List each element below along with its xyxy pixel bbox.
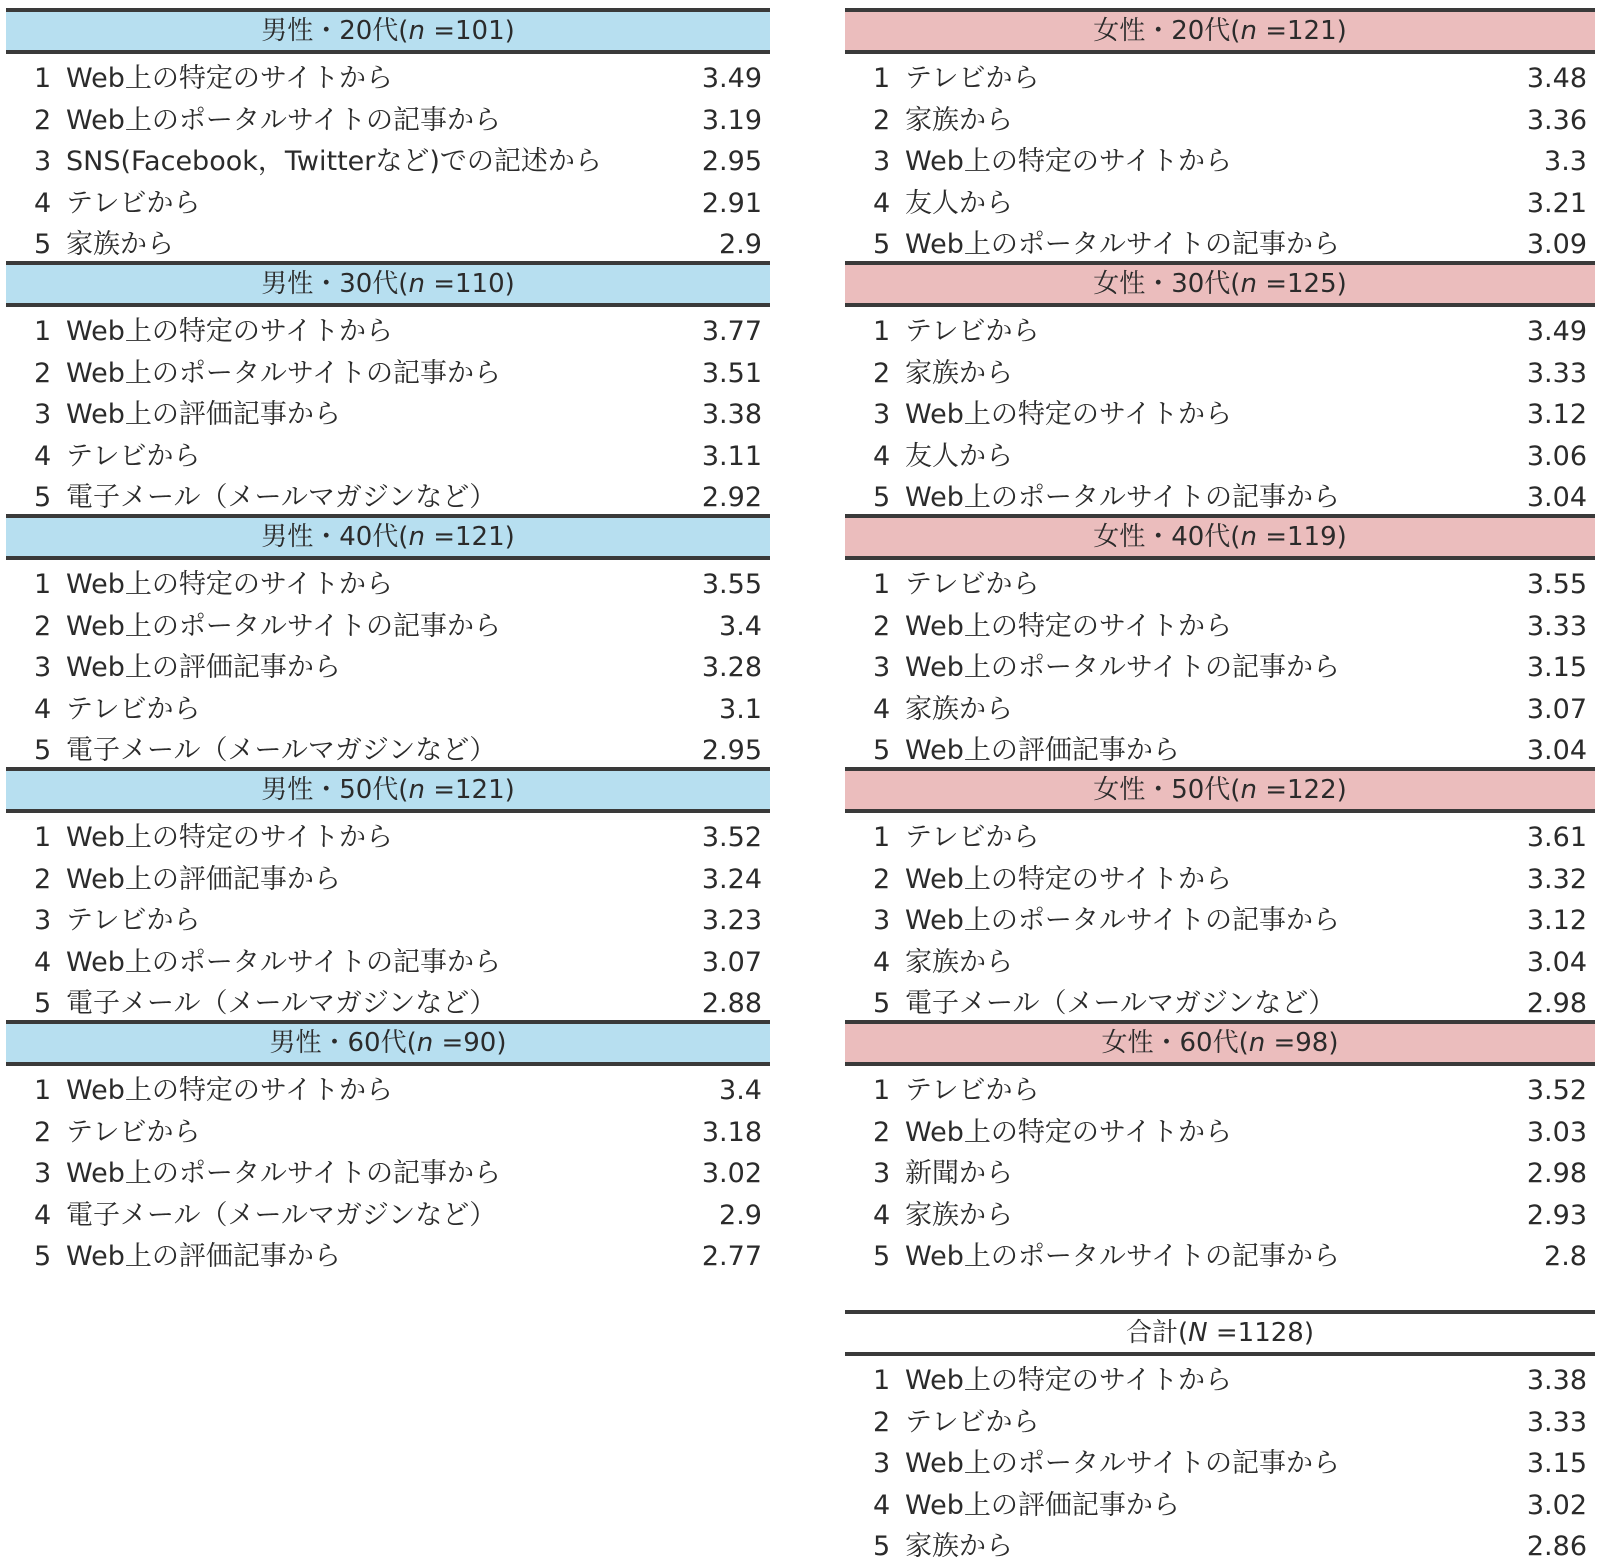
rank-number: 5 [873, 1531, 891, 1563]
table-row [845, 1485, 1595, 1527]
table-row [845, 224, 1595, 266]
table-row [845, 58, 1595, 100]
group-header [845, 1020, 1595, 1066]
group-rows [6, 560, 770, 772]
table-row [845, 1153, 1595, 1195]
rank-number: 1 [873, 569, 891, 600]
table-row [845, 1070, 1595, 1112]
rank-number: 2 [34, 357, 52, 389]
rank-number: 4 [34, 1199, 52, 1231]
row-label: SNS(Facebook，Twitterなど)での記述から [66, 146, 602, 178]
row-label: Web上の特定のサイトから [905, 1365, 1232, 1396]
rank-number: 2 [873, 1116, 891, 1148]
group-block [845, 514, 1595, 767]
table-row [845, 606, 1595, 648]
group-n-symbol: n [1240, 16, 1257, 46]
group-rows [6, 54, 770, 266]
group-rows [845, 307, 1595, 519]
table-row [845, 1402, 1595, 1444]
group-header [845, 514, 1595, 560]
row-label: 友人から [905, 187, 1013, 219]
rank-number: 2 [873, 863, 891, 895]
table-row [6, 141, 770, 183]
rank-number: 2 [34, 104, 52, 136]
rank-number: 4 [34, 440, 52, 472]
row-value: 3.32 [1526, 863, 1587, 895]
row-value: 2.77 [701, 1241, 762, 1273]
rank-number: 5 [34, 1241, 52, 1273]
group-n-value: =110) [424, 269, 515, 299]
row-label: 家族から [905, 357, 1013, 389]
rank-number: 3 [873, 399, 891, 431]
group-n-value: =122) [1256, 775, 1347, 805]
row-label: 電子メール（メールマガジンなど） [66, 988, 497, 1020]
group-rows [6, 307, 770, 519]
group-n-symbol: n [408, 775, 425, 805]
rank-number: 4 [34, 693, 52, 725]
row-label: 友人から [905, 440, 1013, 472]
rank-number: 5 [34, 229, 52, 261]
row-value: 3.12 [1526, 905, 1587, 937]
rank-number: 1 [873, 63, 891, 94]
group-header [6, 514, 770, 560]
group-n-value: =121) [424, 522, 515, 552]
group-n-value: =125) [1256, 269, 1347, 299]
total-header [845, 1310, 1595, 1356]
group-n-symbol: n [1240, 522, 1257, 552]
rank-number: 5 [34, 988, 52, 1020]
table-row [845, 311, 1595, 353]
row-label: Web上の評価記事から [66, 863, 341, 895]
table-row [6, 1153, 770, 1195]
group-header [6, 261, 770, 307]
row-label: テレビから [905, 1406, 1040, 1438]
row-value: 3.02 [701, 1158, 762, 1190]
total-n-value: =1128) [1207, 1318, 1314, 1348]
row-label: 電子メール（メールマガジンなど） [66, 482, 497, 514]
table-row [6, 100, 770, 142]
group-block [845, 8, 1595, 261]
rank-number: 3 [873, 652, 891, 684]
rank-number: 3 [34, 1158, 52, 1190]
row-value: 3.09 [1526, 229, 1587, 261]
row-value: 3.07 [1526, 693, 1587, 725]
row-label: Web上の特定のサイトから [66, 1075, 393, 1106]
row-label: Web上の評価記事から [905, 735, 1180, 767]
row-value: 3.38 [1526, 1365, 1587, 1396]
row-label: Web上のポータルサイトの記事から [905, 482, 1340, 514]
table-row [845, 436, 1595, 478]
group-n-symbol: n [1248, 1028, 1266, 1058]
rank-number: 4 [873, 693, 891, 725]
table-row [845, 1443, 1595, 1485]
group-header [6, 767, 770, 813]
row-label: Web上の特定のサイトから [905, 146, 1232, 178]
rank-number: 4 [873, 440, 891, 472]
group-title-prefix: 男性・60代( [269, 1028, 417, 1058]
group-title-prefix: 男性・50代( [261, 775, 409, 805]
rank-number: 3 [34, 399, 52, 431]
rank-number: 4 [873, 1199, 891, 1231]
female-column [845, 8, 1595, 1273]
row-value: 2.92 [701, 482, 762, 514]
table-row [6, 58, 770, 100]
table-row [845, 900, 1595, 942]
table-row [845, 100, 1595, 142]
row-value: 3.02 [1526, 1489, 1587, 1521]
row-value: 3.11 [701, 440, 762, 472]
table-row [845, 1195, 1595, 1237]
rank-number: 3 [34, 146, 52, 178]
row-label: Web上のポータルサイトの記事から [66, 357, 501, 389]
table-row [6, 1236, 770, 1278]
group-n-symbol: n [408, 269, 425, 299]
row-value: 3.4 [719, 1075, 762, 1106]
group-n-value: =98) [1265, 1028, 1339, 1058]
group-block [6, 261, 770, 514]
group-block [845, 1020, 1595, 1273]
table-row [845, 942, 1595, 984]
row-value: 3.33 [1526, 610, 1587, 642]
rank-number: 1 [873, 316, 891, 347]
row-value: 3.28 [701, 652, 762, 684]
row-value: 2.95 [701, 735, 762, 767]
row-value: 3.04 [1526, 482, 1587, 514]
group-title-prefix: 女性・50代( [1093, 775, 1241, 805]
rank-number: 5 [873, 735, 891, 767]
row-label: テレビから [905, 1075, 1040, 1106]
rank-number: 4 [34, 946, 52, 978]
table-row [6, 1112, 770, 1154]
row-label: テレビから [66, 440, 201, 472]
row-label: 家族から [66, 229, 174, 261]
total-rows [845, 1356, 1595, 1568]
row-label: 家族から [905, 104, 1013, 136]
group-n-symbol: n [408, 522, 425, 552]
table-row [845, 1360, 1595, 1402]
table-row [845, 141, 1595, 183]
total-n-symbol: N [1188, 1318, 1208, 1348]
row-value: 3.04 [1526, 735, 1587, 767]
row-value: 3.15 [1526, 652, 1587, 684]
table-row [6, 353, 770, 395]
group-header [6, 8, 770, 54]
group-title-prefix: 女性・60代( [1101, 1028, 1249, 1058]
table-row [6, 436, 770, 478]
row-value: 3.49 [701, 63, 762, 94]
table-row [845, 1526, 1595, 1568]
group-block [845, 261, 1595, 514]
group-n-value: =121) [424, 775, 515, 805]
group-header [6, 1020, 770, 1066]
rank-number: 1 [34, 63, 52, 94]
group-rows [6, 1066, 770, 1278]
row-label: Web上のポータルサイトの記事から [905, 905, 1340, 937]
table-row [6, 224, 770, 266]
row-label: テレビから [905, 316, 1040, 347]
rank-number: 2 [34, 610, 52, 642]
row-label: Web上の特定のサイトから [66, 316, 393, 347]
row-value: 3.36 [1526, 104, 1587, 136]
table-row [6, 394, 770, 436]
row-value: 3.52 [1526, 1075, 1587, 1106]
row-label: 家族から [905, 946, 1013, 978]
row-value: 3.33 [1526, 1406, 1587, 1438]
row-value: 3.19 [701, 104, 762, 136]
group-header [845, 8, 1595, 54]
row-value: 3.12 [1526, 399, 1587, 431]
row-label: Web上の評価記事から [66, 1241, 341, 1273]
rank-number: 4 [873, 1489, 891, 1521]
rank-number: 2 [34, 1116, 52, 1148]
row-label: Web上の特定のサイトから [905, 610, 1232, 642]
rank-number: 1 [34, 1075, 52, 1106]
table-row [845, 353, 1595, 395]
table-row [6, 564, 770, 606]
rank-number: 2 [34, 863, 52, 895]
rank-number: 5 [873, 482, 891, 514]
table-row [6, 900, 770, 942]
group-rows [845, 813, 1595, 1025]
row-label: Web上の特定のサイトから [66, 822, 393, 853]
group-rows [845, 560, 1595, 772]
total-block [845, 1310, 1595, 1568]
row-label: Web上の評価記事から [66, 399, 341, 431]
group-title-prefix: 男性・40代( [261, 522, 409, 552]
table-row [845, 564, 1595, 606]
group-header [845, 261, 1595, 307]
row-label: Web上の特定のサイトから [905, 399, 1232, 431]
row-value: 3.38 [701, 399, 762, 431]
row-value: 3.33 [1526, 357, 1587, 389]
row-label: Web上のポータルサイトの記事から [905, 1241, 1340, 1273]
row-label: 電子メール（メールマガジンなど） [66, 1199, 497, 1231]
table-row [6, 183, 770, 225]
row-label: 家族から [905, 1531, 1013, 1563]
row-value: 3.3 [1544, 146, 1587, 178]
row-label: テレビから [66, 693, 201, 725]
row-label: Web上の特定のサイトから [66, 63, 393, 94]
row-label: テレビから [905, 63, 1040, 94]
table-row [6, 689, 770, 731]
rank-number: 5 [873, 988, 891, 1020]
row-value: 2.9 [719, 1199, 762, 1231]
rank-number: 1 [34, 822, 52, 853]
row-value: 3.24 [701, 863, 762, 895]
row-value: 3.15 [1526, 1448, 1587, 1480]
group-rows [845, 54, 1595, 266]
table-row [845, 689, 1595, 731]
rank-number: 5 [873, 1241, 891, 1273]
group-n-symbol: n [1240, 269, 1257, 299]
row-value: 2.98 [1526, 988, 1587, 1020]
row-label: Web上の特定のサイトから [905, 1116, 1232, 1148]
row-value: 2.93 [1526, 1199, 1587, 1231]
row-label: Web上のポータルサイトの記事から [66, 946, 501, 978]
table-row [845, 859, 1595, 901]
row-label: 電子メール（メールマガジンなど） [905, 988, 1336, 1020]
table-row [6, 1195, 770, 1237]
group-block [6, 514, 770, 767]
rank-number: 2 [873, 1406, 891, 1438]
row-label: テレビから [66, 905, 201, 937]
row-value: 3.55 [1526, 569, 1587, 600]
table-row [845, 647, 1595, 689]
row-label: Web上のポータルサイトの記事から [905, 652, 1340, 684]
table-row [6, 859, 770, 901]
rank-number: 2 [873, 104, 891, 136]
rank-number: 3 [873, 146, 891, 178]
rank-number: 1 [34, 316, 52, 347]
row-label: Web上の評価記事から [905, 1489, 1180, 1521]
group-rows [6, 813, 770, 1025]
table-row [845, 1236, 1595, 1278]
total-title-prefix: 合計( [1126, 1318, 1189, 1348]
group-n-value: =90) [433, 1028, 507, 1058]
row-label: テレビから [66, 187, 201, 219]
row-label: Web上の特定のサイトから [905, 863, 1232, 895]
row-label: Web上の特定のサイトから [66, 569, 393, 600]
rank-number: 4 [34, 187, 52, 219]
table-row [845, 394, 1595, 436]
row-value: 3.03 [1526, 1116, 1587, 1148]
row-value: 3.61 [1526, 822, 1587, 853]
table-row [6, 730, 770, 772]
table-row [845, 983, 1595, 1025]
row-label: 家族から [905, 693, 1013, 725]
group-block [6, 1020, 770, 1273]
table-row [6, 1070, 770, 1112]
rank-number: 5 [34, 482, 52, 514]
table-row [6, 983, 770, 1025]
row-label: Web上のポータルサイトの記事から [66, 1158, 501, 1190]
rank-number: 5 [34, 735, 52, 767]
group-block [6, 767, 770, 1020]
rank-number: 3 [34, 652, 52, 684]
table-row [6, 942, 770, 984]
rank-number: 1 [34, 569, 52, 600]
rank-number: 1 [873, 1365, 891, 1396]
group-n-value: =119) [1256, 522, 1347, 552]
group-title-prefix: 女性・30代( [1093, 269, 1241, 299]
group-rows [845, 1066, 1595, 1278]
table-row [6, 606, 770, 648]
row-value: 2.91 [701, 187, 762, 219]
rank-number: 4 [873, 946, 891, 978]
rank-number: 4 [873, 187, 891, 219]
rank-number: 3 [873, 905, 891, 937]
table-row [845, 183, 1595, 225]
rank-number: 3 [873, 1158, 891, 1190]
rank-number: 3 [873, 1448, 891, 1480]
rank-number: 3 [34, 905, 52, 937]
group-title-prefix: 女性・40代( [1093, 522, 1241, 552]
group-n-value: =101) [424, 16, 515, 46]
group-title-prefix: 女性・20代( [1093, 16, 1241, 46]
row-value: 3.55 [701, 569, 762, 600]
rank-number: 2 [873, 357, 891, 389]
rank-number: 1 [873, 1075, 891, 1106]
group-title-prefix: 男性・20代( [261, 16, 409, 46]
row-value: 3.51 [701, 357, 762, 389]
table-row [845, 817, 1595, 859]
group-n-symbol: n [1240, 775, 1257, 805]
row-label: テレビから [66, 1116, 201, 1148]
row-value: 3.48 [1526, 63, 1587, 94]
row-value: 3.04 [1526, 946, 1587, 978]
row-value: 2.95 [701, 146, 762, 178]
male-column [6, 8, 770, 1273]
group-n-symbol: n [408, 16, 425, 46]
row-value: 3.21 [1526, 187, 1587, 219]
table-row [845, 730, 1595, 772]
row-label: Web上のポータルサイトの記事から [66, 104, 501, 136]
row-value: 3.52 [701, 822, 762, 853]
row-value: 3.06 [1526, 440, 1587, 472]
row-label: テレビから [905, 822, 1040, 853]
table-row [845, 1112, 1595, 1154]
row-value: 2.86 [1526, 1531, 1587, 1563]
group-title-prefix: 男性・30代( [261, 269, 409, 299]
table-row [6, 647, 770, 689]
row-value: 2.98 [1526, 1158, 1587, 1190]
row-label: 家族から [905, 1199, 1013, 1231]
table-row [845, 477, 1595, 519]
row-value: 3.49 [1526, 316, 1587, 347]
group-block [845, 767, 1595, 1020]
row-label: Web上の評価記事から [66, 652, 341, 684]
table-row [6, 817, 770, 859]
row-label: Web上のポータルサイトの記事から [66, 610, 501, 642]
row-label: Web上のポータルサイトの記事から [905, 1448, 1340, 1480]
row-label: 電子メール（メールマガジンなど） [66, 735, 497, 767]
row-value: 3.1 [719, 693, 762, 725]
table-row [6, 311, 770, 353]
row-label: Web上のポータルサイトの記事から [905, 229, 1340, 261]
row-value: 2.9 [719, 229, 762, 261]
row-label: テレビから [905, 569, 1040, 600]
rank-number: 5 [873, 229, 891, 261]
row-value: 3.23 [701, 905, 762, 937]
row-value: 2.8 [1544, 1241, 1587, 1273]
group-header [845, 767, 1595, 813]
group-n-symbol: n [416, 1028, 434, 1058]
row-value: 3.77 [701, 316, 762, 347]
rank-number: 1 [873, 822, 891, 853]
row-value: 3.4 [719, 610, 762, 642]
rank-number: 2 [873, 610, 891, 642]
row-value: 3.18 [701, 1116, 762, 1148]
row-label: 新聞から [905, 1158, 1013, 1190]
table-row [6, 477, 770, 519]
row-value: 2.88 [701, 988, 762, 1020]
row-value: 3.07 [701, 946, 762, 978]
group-n-value: =121) [1256, 16, 1347, 46]
group-block [6, 8, 770, 261]
